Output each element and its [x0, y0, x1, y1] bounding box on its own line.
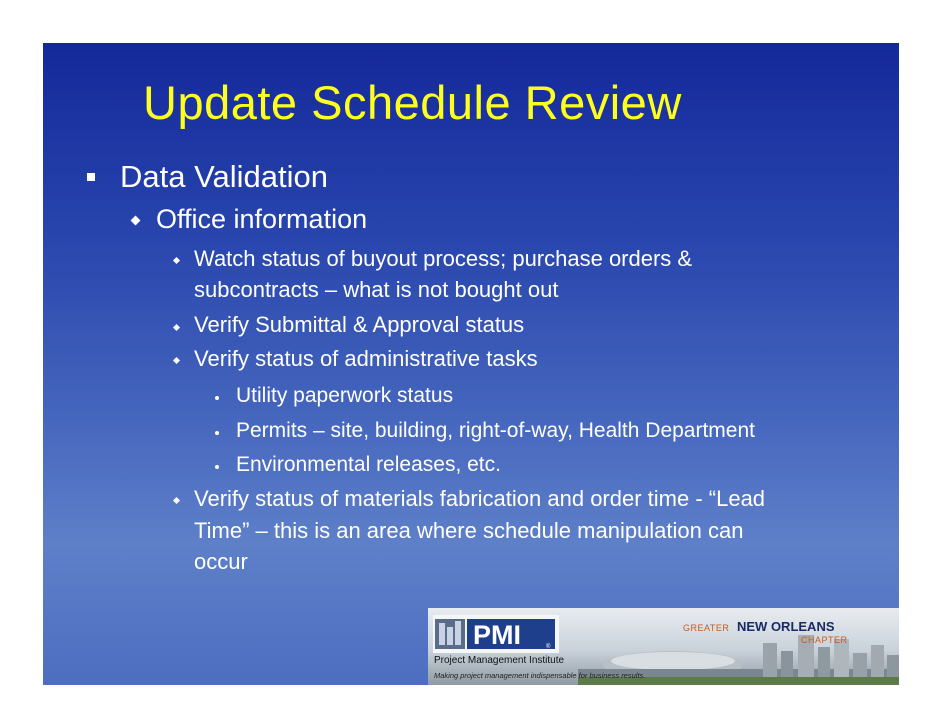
dot-bullet-icon	[215, 431, 219, 435]
bullet-buyout-line2: subcontracts – what is not bought out	[194, 277, 559, 302]
slide-title: Update Schedule Review	[143, 76, 682, 129]
small-diamond-bullet-icon	[173, 257, 180, 264]
pmi-logo	[433, 615, 559, 653]
dot-bullet-icon	[215, 396, 219, 400]
pmi-chapter-banner	[428, 608, 899, 685]
pmi-name: Project Management Institute	[434, 655, 565, 666]
chapter-city: NEW ORLEANS	[737, 619, 835, 634]
small-diamond-bullet-icon	[173, 497, 180, 504]
bullet-materials-line1: Verify status of materials fabrication and order time - “Lead	[194, 486, 766, 511]
bullet-buyout-line1: Watch status of buyout process; purchase orders &	[194, 246, 693, 271]
bullet-submittal: Verify Submittal & Approval status	[194, 312, 525, 337]
dot-bullet-icon	[215, 465, 219, 469]
square-bullet-icon	[87, 173, 95, 181]
bullet-materials-line2: Time” – this is an area where schedule manipulation can	[194, 518, 744, 543]
bullet-environmental: Environmental releases, etc.	[236, 453, 501, 476]
pmi-registered-mark: ®	[546, 644, 551, 650]
bullet-office-information: Office information	[156, 204, 368, 234]
slide	[43, 43, 899, 685]
small-diamond-bullet-icon	[173, 324, 180, 331]
small-diamond-bullet-icon	[173, 357, 180, 364]
pmi-tagline: Making project management indispensable for business results.	[434, 671, 646, 680]
bullet-data-validation: Data Validation	[120, 159, 328, 194]
bullet-permits: Permits – site, building, right-of-way, Health Department	[236, 419, 755, 442]
chapter-greater: GREATER	[683, 623, 730, 633]
bullet-materials-line3: occur	[194, 549, 248, 574]
bullet-utility: Utility paperwork status	[236, 384, 454, 407]
pmi-logo-text: PMI	[473, 620, 522, 650]
diamond-bullet-icon	[131, 216, 141, 226]
chapter-word: CHAPTER	[801, 635, 848, 645]
bullet-admin-tasks: Verify status of administrative tasks	[194, 346, 538, 371]
